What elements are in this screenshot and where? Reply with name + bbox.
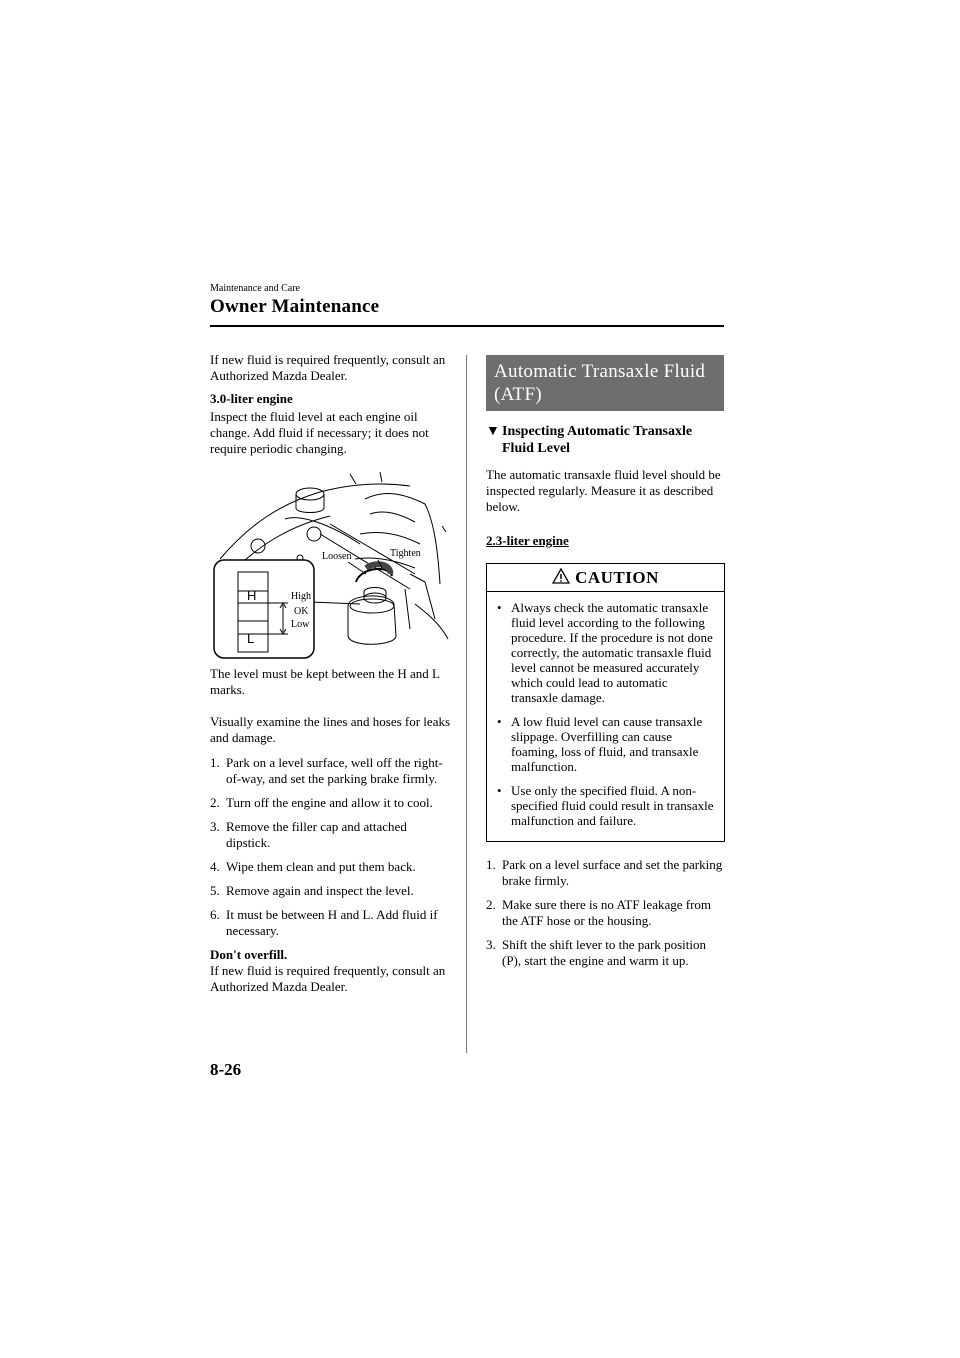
figure-mark-l: L	[247, 631, 255, 646]
right-steps-list	[486, 857, 725, 969]
step-text: Turn off the engine and allow it to cool.	[226, 795, 433, 810]
caution-box	[486, 563, 725, 842]
bullet-icon: •	[497, 783, 502, 798]
step-number: 1.	[210, 755, 220, 770]
left-column	[210, 352, 454, 1002]
list-item	[210, 883, 454, 899]
caution-list	[487, 592, 724, 841]
caution-title-text: CAUTION	[575, 568, 659, 587]
list-item	[210, 859, 454, 875]
page-title: Owner Maintenance	[210, 296, 380, 317]
step-number: 3.	[486, 937, 496, 952]
inspect-heading-text: Inspecting Automatic Transaxle Fluid Level	[502, 424, 693, 456]
list-item	[497, 714, 716, 774]
engine-heading-2-3: 2.3-liter engine	[486, 533, 569, 548]
fluid-reservoir-figure	[210, 464, 450, 660]
list-item	[210, 907, 454, 939]
left-intro: If new fluid is required frequently, consult an Authorized Mazda Dealer.	[210, 352, 446, 383]
list-item	[210, 755, 454, 787]
figure-label-high: High	[291, 591, 311, 602]
title-rule	[210, 325, 724, 327]
figure-mark-h: H	[247, 588, 257, 603]
left-closing: If new fluid is required frequently, consult an Authorized Mazda Dealer.	[210, 963, 446, 994]
step-text: Make sure there is no ATF leakage from the ATF hose or the housing.	[502, 897, 712, 928]
step-number: 3.	[210, 819, 220, 834]
inspect-text: Inspect the fluid level at each engine oil change. Add fluid if necessary; it does not require periodic changing.	[210, 409, 429, 456]
list-item	[486, 857, 725, 889]
list-item	[486, 897, 725, 929]
list-item	[210, 819, 454, 851]
engine-bay-illustration	[210, 464, 450, 660]
dont-overfill: Don't overfill.	[210, 947, 288, 962]
caution-title	[487, 564, 724, 592]
list-item	[210, 795, 454, 811]
list-item	[497, 783, 716, 828]
bullet-icon: •	[497, 600, 502, 615]
column-divider	[466, 355, 467, 1053]
inspect-heading	[486, 423, 725, 457]
list-item	[497, 600, 716, 705]
step-number: 4.	[210, 859, 220, 874]
step-text: It must be between H and L. Add fluid if necessary.	[226, 907, 438, 938]
figure-label-ok: OK	[294, 606, 309, 617]
triangle-marker-icon: ▼	[486, 424, 500, 439]
bullet-icon: •	[497, 714, 502, 729]
list-item	[486, 937, 725, 969]
right-intro: The automatic transaxle fluid level should be inspected regularly. Measure it as described below.	[486, 467, 721, 514]
step-text: Wipe them clean and put them back.	[226, 859, 416, 874]
figure-label-low: Low	[291, 619, 310, 630]
step-text: Remove the filler cap and attached dipstick.	[226, 819, 407, 850]
atf-banner: Automatic Transaxle Fluid (ATF)	[486, 355, 724, 411]
left-steps-list	[210, 755, 454, 939]
caution-item-text: Always check the automatic transaxle fluid level according to the following procedure. If the procedure is not done correctly, the automatic transaxle fluid level cannot be measured accurately which could lead to automatic transaxle damage.	[511, 600, 713, 705]
figure-label-loosen: Loosen	[322, 551, 352, 562]
caution-item-text: A low fluid level can cause transaxle slippage. Overfilling can cause foaming, loss of fluid, and transaxle malfunction.	[511, 714, 703, 774]
engine-heading-3-0: 3.0-liter engine	[210, 391, 293, 406]
visual-text: Visually examine the lines and hoses for leaks and damage.	[210, 714, 451, 745]
step-text: Remove again and inspect the level.	[226, 883, 414, 898]
step-text: Park on a level surface and set the parking brake firmly.	[502, 857, 723, 888]
level-text: The level must be kept between the H and L marks.	[210, 666, 440, 697]
step-number: 1.	[486, 857, 496, 872]
step-number: 2.	[210, 795, 220, 810]
warning-triangle-icon	[552, 568, 570, 587]
step-number: 2.	[486, 897, 496, 912]
step-text: Park on a level surface, well off the right-of-way, and set the parking brake firmly.	[226, 755, 443, 786]
right-column	[486, 355, 725, 977]
page-number: 8-26	[210, 1060, 242, 1079]
caution-item-text: Use only the specified fluid. A non-specified fluid could result in transaxle malfunction and failure.	[511, 783, 714, 828]
section-label: Maintenance and Care	[210, 283, 300, 294]
step-number: 5.	[210, 883, 220, 898]
step-number: 6.	[210, 907, 220, 922]
step-text: Shift the shift lever to the park position (P), start the engine and warm it up.	[502, 937, 706, 968]
figure-label-tighten: Tighten	[390, 548, 421, 559]
